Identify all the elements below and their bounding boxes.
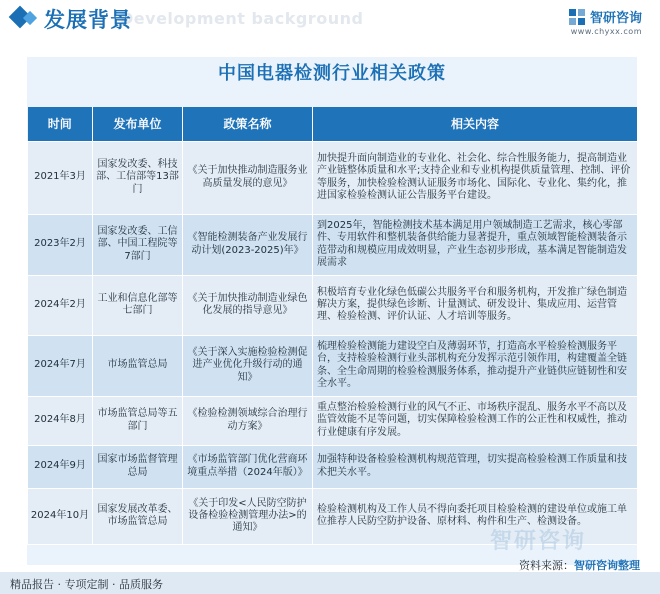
cell-dept: 工业和信息化部等七部门 [93, 275, 183, 335]
cell-policy-name: 《关于加快推动制造服务业高质量发展的意见》 [183, 141, 313, 214]
header-policy-name: 政策名称 [183, 107, 313, 141]
policy-card [27, 57, 637, 565]
watermark: 智研咨询 [490, 529, 587, 554]
header-dept: 发布单位 [93, 107, 183, 141]
source-value: 智研咨询整理 [574, 559, 640, 572]
cell-content: 加强特种设备检验检测机构规范管理，切实提高检验检测工作质量和技术把关水平。 [313, 445, 638, 488]
table-row [28, 445, 638, 488]
table-row [28, 396, 638, 445]
cell-time: 2024年10月 [28, 488, 93, 544]
cell-content: 到2025年，智能检测技术基本满足用户领域制造工艺需求，核心零部件、专用软件和整机装备供给能力显著提升，重点领域智能检测装备示范带动和规模应用成效明显，产业生态初步形成，基本满足智能制造发展需求 [313, 214, 638, 275]
policy-table [27, 107, 638, 545]
cell-time: 2024年8月 [28, 396, 93, 445]
cell-content: 梳理检验检测能力建设空白及薄弱环节，打造高水平检验检测服务平台，支持检验检测行业头部机构充分发挥示范引领作用，构建覆盖全链条、全生命周期的检验检测服务体系，推动提升产业链供应链韧性和安全水平。 [313, 335, 638, 396]
table-header-row [28, 107, 638, 141]
cell-dept: 国家发展改革委、市场监管总局 [93, 488, 183, 544]
cell-dept: 市场监管总局等五部门 [93, 396, 183, 445]
cell-policy-name: 《检验检测领域综合治理行动方案》 [183, 396, 313, 445]
table-row [28, 214, 638, 275]
cell-dept: 国家市场监督管理总局 [93, 445, 183, 488]
cell-content: 积极培育专业化绿色低碳公共服务平台和服务机构，开发推广绿色制造解决方案，提供绿色诊断、计量测试、研发设计、集成应用、运营管理、检验检测、评价认证、人才培训等服务。 [313, 275, 638, 335]
brand-name: 智研咨询 [589, 11, 642, 26]
source-note [519, 557, 640, 573]
footer-tagline: 精品报告 · 专项定制 · 品质服务 [10, 578, 163, 591]
cell-policy-name: 《智能检测装备产业发展行动计划(2023-2025)年》 [183, 214, 313, 275]
cell-policy-name: 《市场监管部门优化营商环境重点举措（2024年版）》 [183, 445, 313, 488]
cell-dept: 国家发改委、工信部、中国工程院等7部门 [93, 214, 183, 275]
table-row [28, 141, 638, 214]
cell-policy-name: 《关于深入实施检验检测促进产业优化升级行动的通知》 [183, 335, 313, 396]
brand [569, 7, 642, 26]
cell-time: 2024年2月 [28, 275, 93, 335]
header-time: 时间 [28, 107, 93, 141]
cell-dept: 市场监管总局 [93, 335, 183, 396]
table-title: 中国电器检测行业相关政策 [218, 63, 446, 84]
cell-content: 检验检测机构及工作人员不得向委托项目检验检测的建设单位或施工单位推荐人民防空防护设备、原材料、构件和生产、检测设备。 [313, 488, 638, 544]
cell-policy-name: 《关于加快推动制造业绿色化发展的指导意见》 [183, 275, 313, 335]
header-content: 相关内容 [313, 107, 638, 141]
cell-time: 2024年7月 [28, 335, 93, 396]
cell-time: 2024年9月 [28, 445, 93, 488]
source-label: 资料来源： [519, 559, 574, 572]
header-title: 发展背景 [44, 8, 132, 32]
cell-policy-name: 《关于印发<人民防空防护设备检验检测管理办法>的通知》 [183, 488, 313, 544]
cell-time: 2021年3月 [28, 141, 93, 214]
cell-content: 重点整治检验检测行业的风气不正、市场秩序混乱、服务水平不高以及监管效能不足等问题，切实保障检验检测工作的公正性和权威性，推动行业健康有序发展。 [313, 396, 638, 445]
cell-time: 2023年2月 [28, 214, 93, 275]
brand-url: www.chyxx.com [570, 27, 642, 36]
cell-dept: 国家发改委、科技部、工信部等13部门 [93, 141, 183, 214]
page-header [0, 0, 660, 40]
brand-logo-icon [569, 9, 585, 25]
footer-bar [0, 572, 660, 594]
table-row [28, 335, 638, 396]
table-row [28, 275, 638, 335]
cell-content: 加快提升面向制造业的专业化、社会化、综合性服务能力，提高制造业产业链整体质量和水平;支持企业和专业机构提供质量管理、控制、评价等服务，加快检验检测认证服务市场化、国际化、专业化、集约化，推进国家检验检测认证公告服务平台建设。 [313, 141, 638, 214]
header-subtitle: Development background [120, 9, 364, 28]
